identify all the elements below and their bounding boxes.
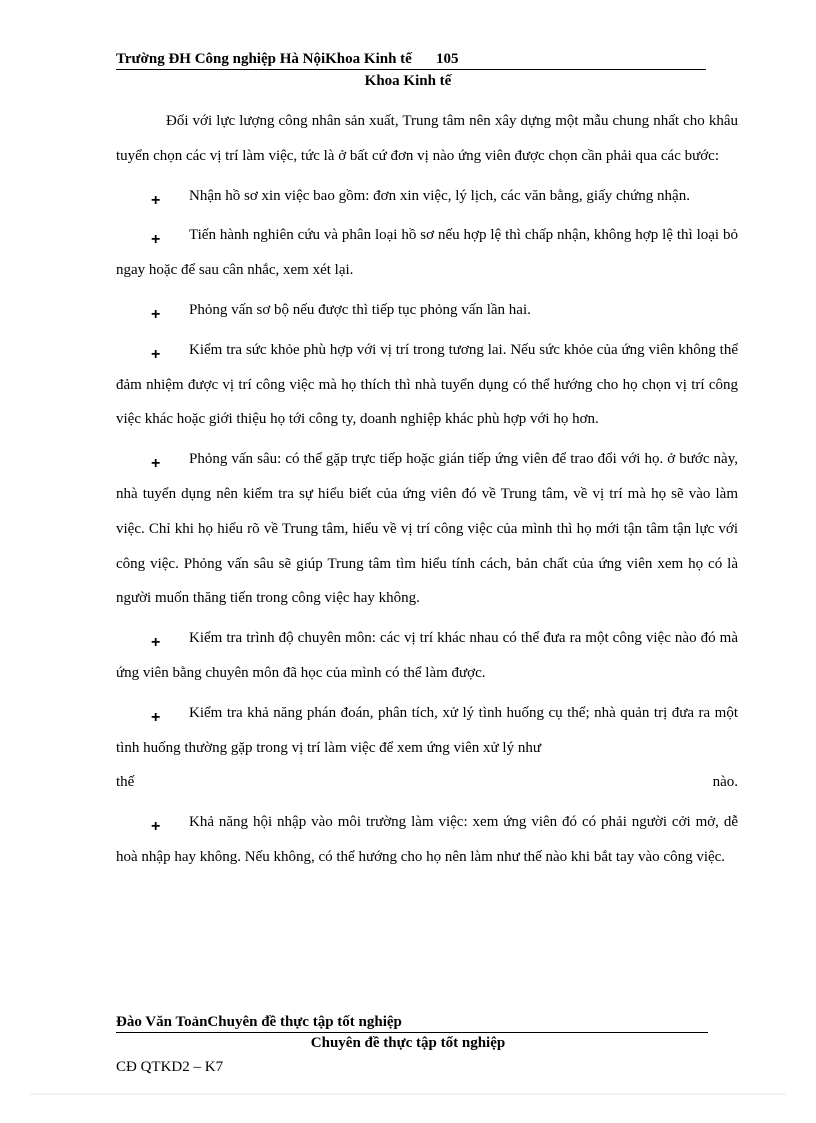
step-text: Phỏng vấn sơ bộ nếu được thì tiếp tục phỏng vấn lần hai. bbox=[189, 301, 531, 318]
step-text: Kiểm tra sức khỏe phù hợp với vị trí trong tương lai. Nếu sức khỏe của ứng viên không thể đảm nhiệm được vị trí công việc mà họ thích thì nhà tuyển dụng có thể hướng cho họ chọn vị trí công việc khác hoặc giới thiệu họ tới công ty, doanh nghiệp khác phù hợp với họ hơn. bbox=[116, 341, 738, 428]
header-faculty: Khoa Kinh tế bbox=[364, 73, 452, 89]
step-item bbox=[116, 293, 738, 328]
step-text: Kiểm tra trình độ chuyên môn: các vị trí khác nhau có thể đưa ra một công việc nào đó mà ứng viên bằng chuyên môn đã học của mình có thể làm được. bbox=[116, 630, 738, 681]
plus-bullet-icon: + bbox=[151, 191, 161, 209]
plus-bullet-icon: + bbox=[151, 818, 161, 836]
intro-paragraph: Đối với lực lượng công nhân sản xuất, Trung tâm nên xây dựng một mẫu chung nhất cho khâu tuyển chọn các vị trí làm việc, tức là ở bất cứ đơn vị nào ứng viên được chọn cần phải qua các bước: bbox=[116, 113, 738, 164]
step-item bbox=[116, 442, 738, 616]
plus-bullet-icon: + bbox=[151, 305, 161, 323]
step-item bbox=[116, 179, 738, 214]
plus-bullet-icon: + bbox=[151, 708, 161, 726]
step-text: Nhận hồ sơ xin việc bao gồm: đơn xin việc, lý lịch, các văn bằng, giấy chứng nhận. bbox=[189, 187, 690, 204]
page-bottom-divider bbox=[30, 1093, 786, 1095]
step-item bbox=[116, 333, 738, 437]
step-text: Khả năng hội nhập vào môi trường làm việc: xem ứng viên đó có phải người cởi mở, dễ hoà nhập hay không. Nếu không, có thể hướng cho họ nên làm như thế nào khi bắt tay vào công việc. bbox=[116, 814, 738, 865]
plus-bullet-icon: + bbox=[151, 345, 161, 363]
page-footer: Đào Văn ToảnChuyên đề thực tập tốt nghiệp bbox=[116, 1012, 708, 1033]
step-text: Phỏng vấn sâu: có thể gặp trực tiếp hoặc gián tiếp ứng viên để trao đổi với họ. ở bước này, nhà tuyển dụng nên kiểm tra sự hiểu biết của ứng viên đó về Trung tâm, về vị trí mà họ sẽ vào làm việc. Chỉ khi họ hiểu rõ về Trung tâm, hiểu về vị trí công việc của mình thì họ mới tận tâm tận lực với công việc. Phỏng vấn sâu sẽ giúp Trung tâm tìm hiểu tính cách, bản chất của ứng viên xem họ có là người muốn thăng tiến trong công việc hay không. bbox=[116, 451, 738, 607]
plus-bullet-icon: + bbox=[151, 634, 161, 652]
header-school: Trường ĐH Công nghiệp Hà NộiKhoa Kinh tế bbox=[116, 51, 412, 67]
footer-title: Chuyên đề thực tập tốt nghiệp bbox=[310, 1035, 506, 1051]
page-header bbox=[116, 49, 706, 70]
footer-class-code: CĐ QTKD2 – K7 bbox=[116, 1059, 224, 1075]
plus-bullet-icon: + bbox=[151, 455, 161, 473]
plus-bullet-icon: + bbox=[151, 231, 161, 249]
step-item bbox=[116, 805, 738, 875]
step-text-continuation bbox=[116, 765, 738, 800]
step-tail-left: thế bbox=[116, 774, 135, 791]
step-item bbox=[116, 696, 738, 800]
step-tail-right: nào. bbox=[712, 774, 738, 791]
step-text: Tiến hành nghiên cứu và phân loại hồ sơ nếu hợp lệ thì chấp nhận, không hợp lệ thì loại bỏ ngay hoặc để sau cân nhắc, xem xét lại. bbox=[116, 227, 738, 279]
page-number: 105 bbox=[436, 51, 459, 67]
step-item bbox=[116, 621, 738, 691]
document-body bbox=[116, 104, 738, 875]
step-item bbox=[116, 218, 738, 288]
step-text: Kiểm tra khả năng phán đoán, phân tích, xử lý tình huống cụ thể; nhà quản trị đưa ra một tình huống thường gặp trong vị trí làm việc để xem ứng viên xử lý như bbox=[116, 704, 738, 756]
